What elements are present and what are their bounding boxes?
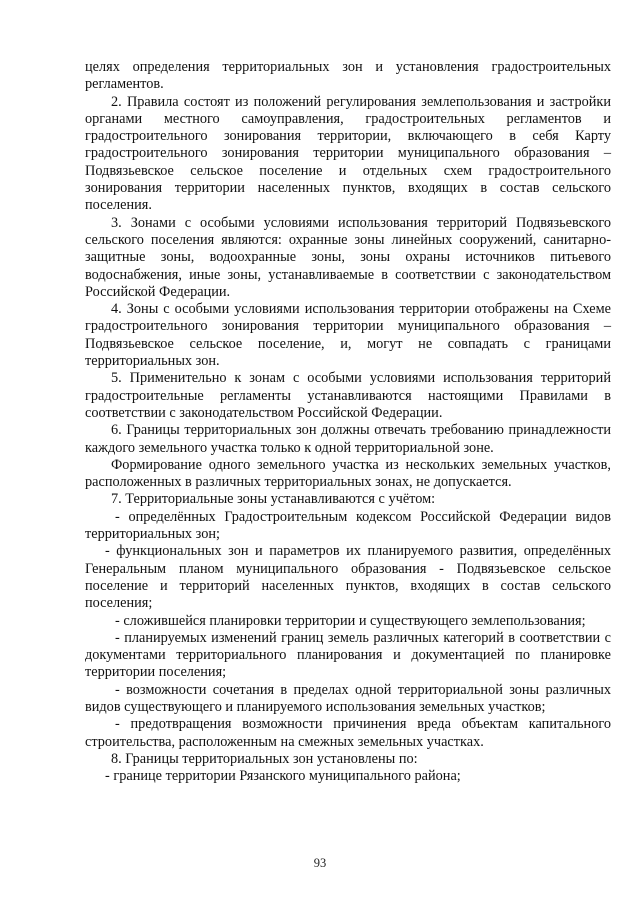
- paragraph-5: 5. Применительно к зонам с особыми условиями использования территорий градостроительные регламенты устанавливаются настоящими Правилами в соответствии с законодательством Российской Федерации.: [85, 370, 611, 421]
- paragraph-4: 4. Зоны с особыми условиями использования территории отображены на Схеме градостроительного зонирования территории муниципального образования – Подвязьевское сельское поселение, и, могут не совпадать с границами территориальных зон.: [85, 301, 611, 370]
- paragraph-6: 6. Границы территориальных зон должны отвечать требованию принадлежности каждого земельного участка только к одной территориальной зоне.: [85, 422, 611, 456]
- paragraph-continuation: целях определения территориальных зон и установления градостроительных регламентов.: [85, 59, 611, 93]
- paragraph-8: 8. Границы территориальных зон установлены по:: [111, 750, 418, 767]
- list-item: - планируемых изменений границ земель различных категорий в соответствии с документами территориального планирования и документацией по планировке территории поселения;: [85, 629, 611, 681]
- list-item: - функциональных зон и параметров их планируемого развития, определённых Генеральным планом муниципального образования - Подвязьевское сельское поселение и территорий населенных пунктов, входящих в состав сельского поселения;: [85, 543, 611, 612]
- paragraph-7: 7. Территориальные зоны устанавливаются с учётом:: [111, 491, 436, 508]
- page-number: 93: [313, 856, 327, 870]
- paragraph-3: 3. Зонами с особыми условиями использования территорий Подвязьевского сельского поселения являются: охранные зоны линейных сооружений, санитарно-защитные зоны, водоохранные зоны, зоны охраны источников питьевого водоснабжения, иные зоны, устанавливаемые в соответствии с законодательством Российской Федерации.: [85, 214, 611, 300]
- paragraph-2: 2. Правила состоят из положений регулирования землепользования и застройки органами местного самоуправления, градостроительных регламентов и градостроительного зонирования территории, включающего в себя Карту градостроительного зонирования территории муниципального образования – Подвязьевское сельское поселение и отдельных схем градостроительного зонирования территории населенных пунктов, входящих в состав сельского поселения.: [85, 93, 611, 214]
- list-item: - возможности сочетания в пределах одной территориальной зоны различных видов существующего и планируемого использования земельных участков;: [85, 681, 611, 715]
- list-item: - предотвращения возможности причинения вреда объектам капитального строительства, расположенным на смежных земельных участках.: [85, 716, 611, 750]
- list-item: - определённых Градостроительным кодексом Российской Федерации видов территориальных зон;: [85, 508, 611, 543]
- document-body: [85, 59, 611, 785]
- list-item: - границе территории Рязанского муниципального района;: [105, 768, 461, 785]
- paragraph-6-continuation: Формирование одного земельного участка из нескольких земельных участков, расположенных в различных территориальных зонах, не допускается.: [85, 456, 611, 491]
- list-item: - сложившейся планировки территории и существующего землепользования;: [115, 612, 586, 629]
